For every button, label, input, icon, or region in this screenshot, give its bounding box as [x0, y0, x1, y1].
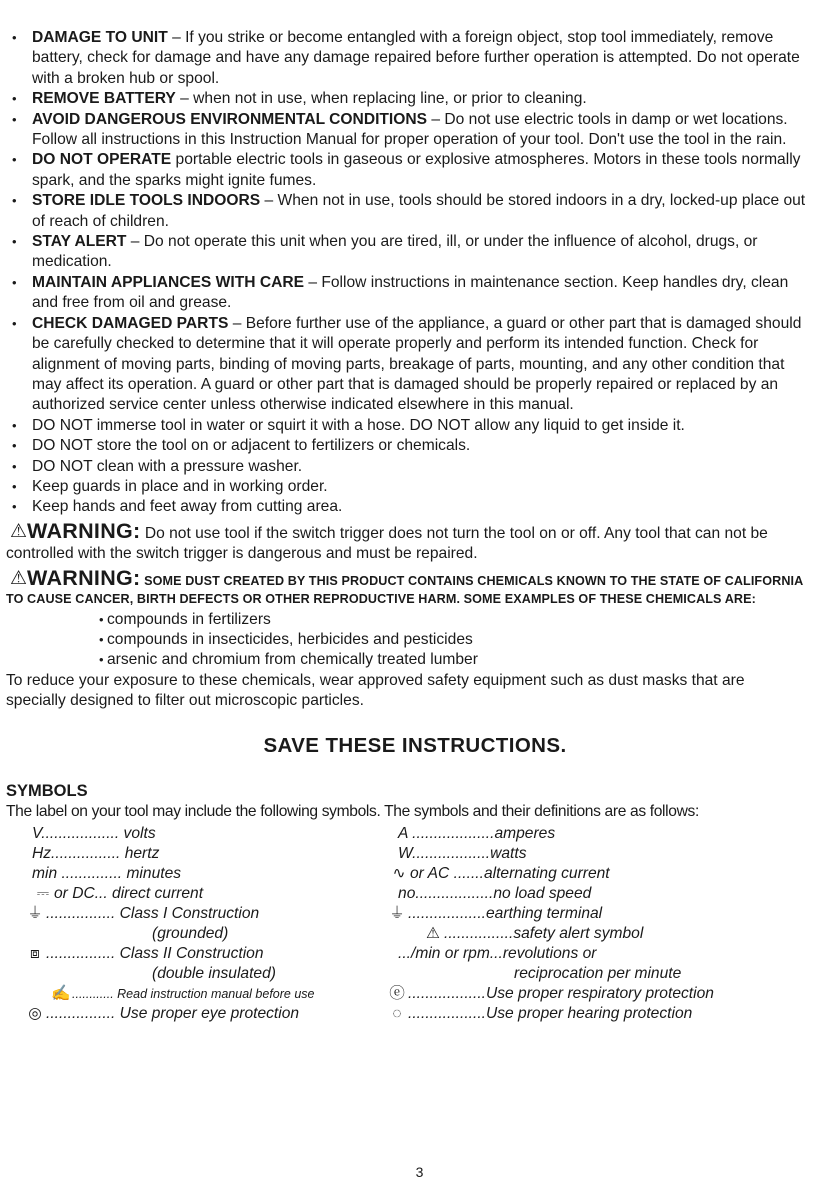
- bullet-heading: DO NOT OPERATE: [32, 151, 172, 169]
- class-ii-construction-icon: ⧈: [30, 944, 40, 962]
- safety-alert-icon: ⚠: [426, 924, 440, 942]
- alternating-current-icon: ∿: [392, 864, 406, 882]
- exposure-paragraph: To reduce your exposure to these chemicals, wear approved safety equipment such as dust masks that are specially designed to filter out microscopic particles.: [6, 671, 745, 710]
- bullet-heading: MAINTAIN APPLIANCES WITH CARE: [32, 273, 305, 291]
- hearing-protection-icon: ◌: [392, 1004, 402, 1022]
- list-item: [6, 89, 806, 109]
- bullet-text: DO NOT clean with a pressure washer.: [32, 457, 303, 475]
- bullet-text: – Do not use electric tools in damp or wet locations. Follow all instructions in this Instruction Manual for proper operation of your tool. Don't use the tool in the rain.: [32, 110, 788, 149]
- list-item: [6, 497, 806, 517]
- list-item: [6, 436, 806, 456]
- safety-bullet-list: [6, 28, 806, 518]
- safety-alert-icon: ⚠: [10, 520, 28, 542]
- list-item: [6, 110, 806, 151]
- symbol-hearing-protection: ◌ ..................Use proper hearing protection: [386, 1004, 692, 1024]
- bullet-text: Keep hands and feet away from cutting area.: [32, 498, 343, 516]
- chemical-examples-list: [6, 610, 806, 671]
- symbol-class-i-note: (grounded): [152, 924, 229, 942]
- class-i-construction-icon: ⏚: [27, 904, 43, 922]
- symbols-heading: SYMBOLS: [6, 781, 88, 800]
- warning-label: WARNING:: [27, 518, 141, 543]
- bullet-text: – When not in use, tools should be stored indoors in a dry, locked-up place out of reach of children.: [32, 192, 806, 230]
- read-manual-icon: ✍: [51, 984, 71, 1002]
- symbol-amperes: A ...................amperes: [398, 824, 556, 842]
- warning-caps-text: SOME DUST CREATED BY THIS PRODUCT CONTAINS CHEMICALS KNOWN TO THE STATE OF CALIFORNIA TO CAUSE CANCER, BIRTH DEFECTS OR OTHER REPRODUCTIVE HARM. SOME EXAMPLES OF THESE CHEMICALS ARE:: [6, 573, 803, 607]
- bullet-text: – when not in use, when replacing line, or prior to cleaning.: [175, 90, 587, 108]
- symbol-volts: V.................. volts: [32, 824, 156, 842]
- bullet-heading: CHECK DAMAGED PARTS: [32, 314, 229, 332]
- symbol-hertz: Hz................ hertz: [32, 844, 160, 862]
- page-number: 3: [415, 1164, 424, 1180]
- symbols-table: [6, 824, 806, 1044]
- symbol-no-load-speed: no..................no load speed: [398, 884, 592, 902]
- symbol-eye-protection: ◎ ................ Use proper eye protection: [24, 1004, 299, 1024]
- symbol-class-ii: ⧈ ................ Class II Construction: [24, 944, 264, 964]
- switch-warning: [6, 518, 806, 565]
- list-item: [6, 232, 806, 273]
- symbol-class-i: ⏚ ................ Class I Construction: [24, 904, 259, 924]
- symbol-rpm-note: reciprocation per minute: [514, 964, 682, 982]
- bullet-text: – Before further use of the appliance, a guard or other part that is damaged should be carefully checked to determine that it will operate properly and perform its intended function. Check for alignment of moving parts, binding of moving parts, breakage of parts, mounting, and any other condition that may affect its operation. A guard or other part that is damaged should be properly repaired or replaced by an authorized service center unless otherwise indicated elsewhere in this manual.: [32, 314, 802, 414]
- bullet-text: – Follow instructions in maintenance section. Keep handles dry, clean and free from oil and grease.: [32, 273, 789, 312]
- list-item: • arsenic and chromium from chemically treated lumber: [6, 650, 806, 670]
- list-item: [6, 150, 806, 191]
- bullet-text: DO NOT immerse tool in water or squirt it with a hose. DO NOT allow any liquid to get inside it.: [32, 416, 685, 434]
- list-item: [6, 416, 806, 436]
- bullet-text: DO NOT store the tool on or adjacent to fertilizers or chemicals.: [32, 437, 471, 455]
- list-item: • compounds in insecticides, herbicides and pesticides: [6, 630, 806, 650]
- eye-protection-icon: ◎: [28, 1004, 42, 1022]
- list-item: [6, 314, 806, 416]
- bullet-heading: STORE IDLE TOOLS INDOORS: [32, 192, 261, 210]
- symbol-alternating-current: ∿ or AC .......alternating current: [388, 864, 610, 884]
- save-instructions-heading: SAVE THESE INSTRUCTIONS.: [263, 733, 567, 757]
- list-item: [6, 28, 806, 89]
- chemical-warning: [6, 565, 806, 609]
- bullet-text: – Do not operate this unit when you are tired, ill, or under the influence of alcohol, drugs, or medication.: [32, 233, 758, 271]
- symbol-minutes: min .............. minutes: [32, 864, 182, 882]
- safety-alert-icon: ⚠: [10, 567, 28, 589]
- bullet-heading: DAMAGE TO UNIT: [32, 29, 168, 46]
- symbols-intro: The label on your tool may include the following symbols. The symbols and their definitions are as follows:: [6, 802, 699, 820]
- symbol-earthing-terminal: ⏚ ..................earthing terminal: [386, 904, 602, 924]
- bullet-heading: REMOVE BATTERY: [32, 90, 176, 108]
- manual-page: [6, 28, 806, 1044]
- warning-text: Do not use tool if the switch trigger does not turn the tool on or off. Any tool that can not be controlled with the switch trigger is dangerous and must be repaired.: [6, 524, 768, 563]
- list-item: [6, 457, 806, 477]
- symbol-respiratory-protection: ⓔ ..................Use proper respiratory protection: [386, 984, 714, 1004]
- bullet-text: portable electric tools in gaseous or explosive atmospheres. Motors in these tools normally spark, and the sparks might ignite fumes.: [32, 151, 801, 189]
- list-item: • compounds in fertilizers: [6, 610, 806, 630]
- symbol-safety-alert: ⚠ ................safety alert symbol: [422, 924, 643, 944]
- direct-current-icon: ⎓: [36, 884, 50, 902]
- symbol-class-ii-note: (double insulated): [152, 964, 276, 982]
- symbol-direct-current: ⎓ or DC... direct current: [32, 884, 203, 904]
- bullet-heading: AVOID DANGEROUS ENVIRONMENTAL CONDITIONS: [32, 110, 428, 128]
- list-item: [6, 273, 806, 314]
- symbol-rpm: .../min or rpm...revolutions or: [398, 944, 597, 962]
- bullet-text: – If you strike or become entangled with a foreign object, stop tool immediately, remove battery, check for damage and have any damage repaired before further operation is attempted. Do not operate with a broken hub or spool.: [32, 29, 800, 87]
- earthing-terminal-icon: ⏚: [389, 904, 405, 922]
- list-item: [6, 191, 806, 232]
- bullet-heading: STAY ALERT: [32, 233, 127, 251]
- symbol-read-manual: ✍............ Read instruction manual before use: [51, 984, 315, 1002]
- respirator-icon: ⓔ: [389, 984, 405, 1002]
- warning-label: WARNING:: [27, 565, 141, 590]
- no-load-speed-icon: n: [398, 884, 407, 902]
- symbol-watts: W..................watts: [398, 844, 527, 862]
- list-item: [6, 477, 806, 497]
- bullet-text: Keep guards in place and in working order.: [32, 477, 328, 495]
